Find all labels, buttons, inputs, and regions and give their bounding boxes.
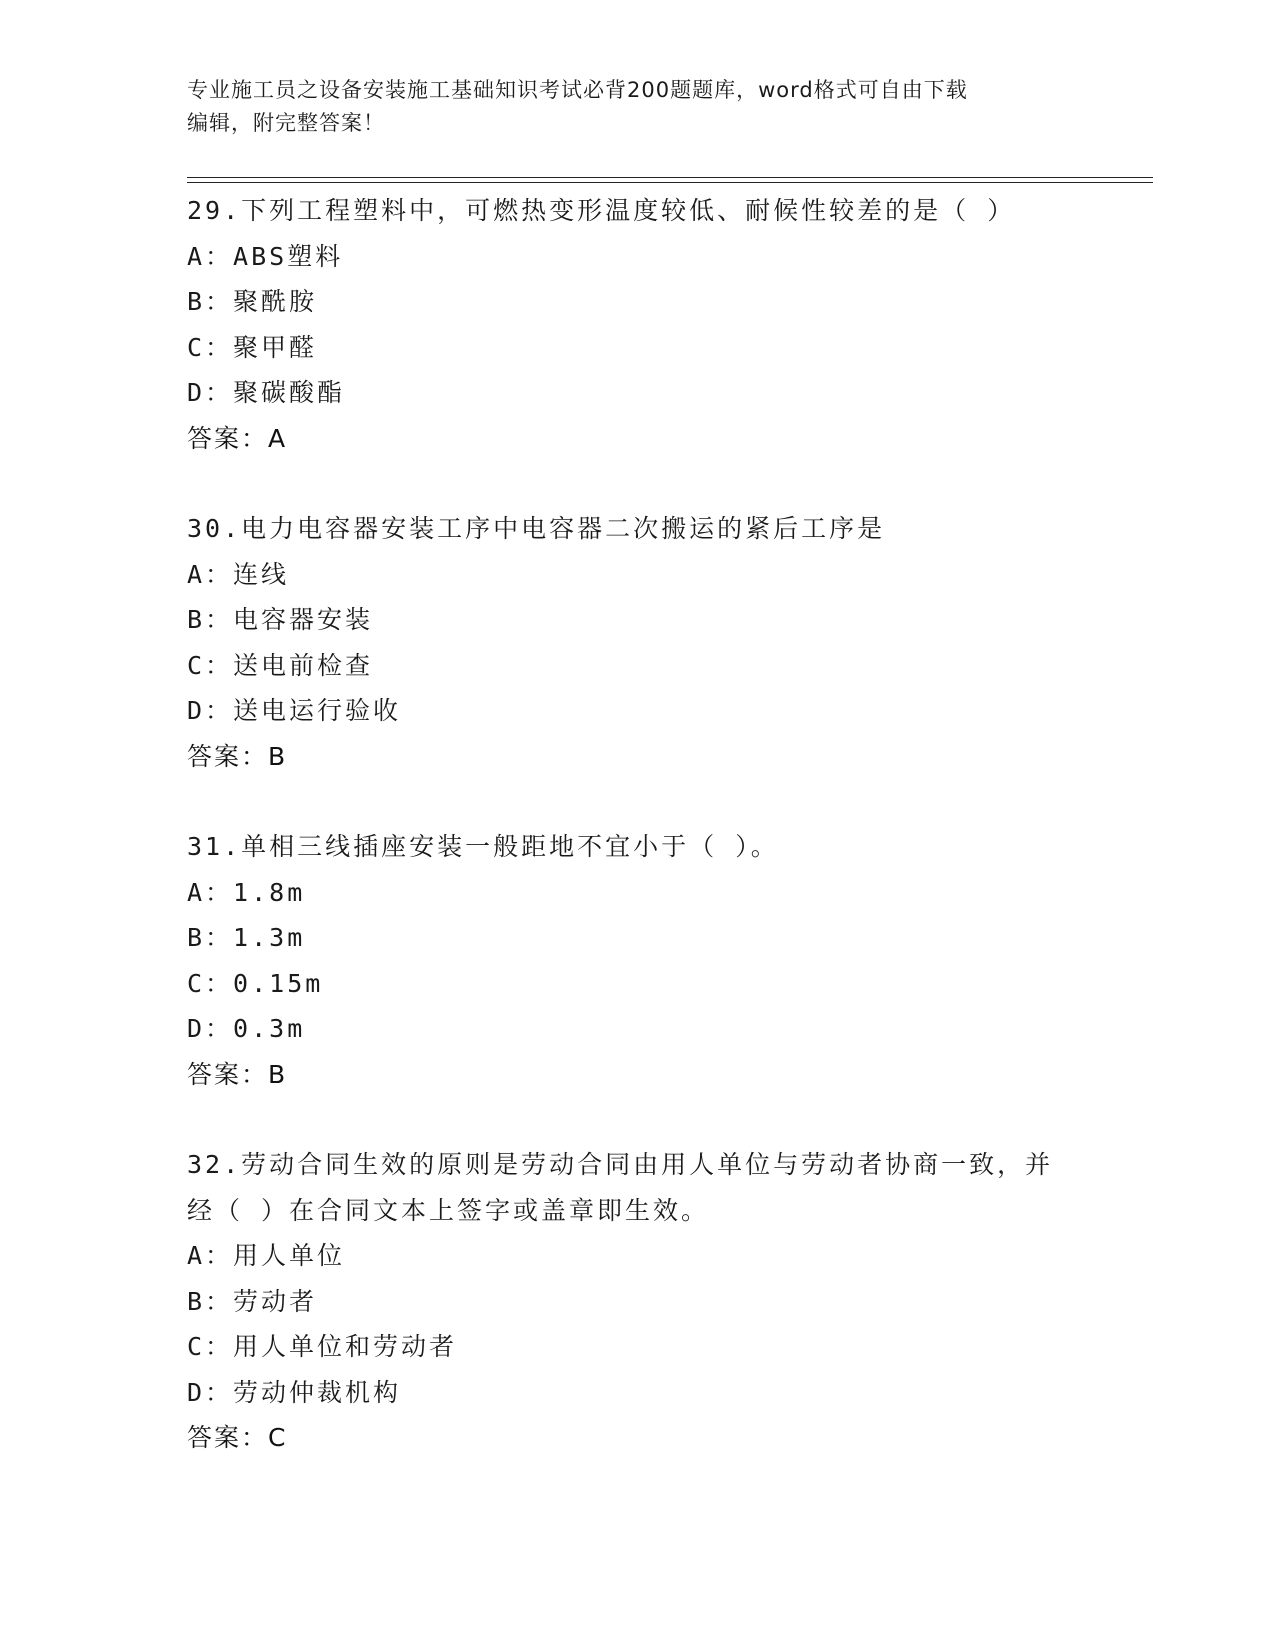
header-line-2: 编辑，附完整答案！: [187, 111, 385, 135]
option-d: D：聚碳酸酯: [187, 378, 346, 407]
option-c: C：聚甲醛: [187, 332, 318, 362]
header-line-1: 专业施工员之设备安装施工基础知识考试必背200题题库，word格式可自由下载: [187, 78, 968, 102]
question-31: [187, 824, 1087, 1097]
question-stem: 30.电力电容器安装工序中电容器二次搬运的紧后工序是: [187, 514, 886, 543]
option-b: B：劳动者: [187, 1286, 318, 1316]
option-c: C：0.15m: [187, 968, 324, 998]
answer-line: 答案：B: [187, 1059, 288, 1089]
option-a: A：连线: [187, 559, 290, 589]
question-stem-line-1: 32.劳动合同生效的原则是劳动合同由用人单位与劳动者协商一致，并: [187, 1150, 1054, 1179]
option-a: A：ABS塑料: [187, 241, 344, 271]
option-a: A：用人单位: [187, 1241, 346, 1270]
answer-line: 答案：B: [187, 741, 288, 771]
option-d: D：劳动仲裁机构: [187, 1377, 402, 1407]
question-stem: 29.下列工程塑料中，可燃热变形温度较低、耐候性较差的是（ ）: [187, 196, 1016, 225]
header-divider-top: [187, 177, 1153, 178]
option-b: B：1.3m: [187, 923, 306, 952]
option-b: B：电容器安装: [187, 605, 374, 634]
question-30: [187, 506, 1087, 779]
option-b: B：聚酰胺: [187, 287, 318, 316]
header-divider-bottom: [187, 182, 1153, 183]
option-d: D：0.3m: [187, 1014, 306, 1043]
option-c: C：送电前检查: [187, 650, 374, 680]
document-header: [187, 74, 1087, 140]
option-d: D：送电运行验收: [187, 696, 402, 725]
question-stem: 31.单相三线插座安装一般距地不宜小于（ ）。: [187, 832, 779, 861]
question-stem-line-2: 经（ ）在合同文本上签字或盖章即生效。: [187, 1195, 710, 1225]
option-a: A：1.8m: [187, 877, 306, 907]
question-29: [187, 188, 1087, 461]
answer-line: 答案：A: [187, 423, 288, 453]
answer-line: 答案：C: [187, 1423, 288, 1452]
option-c: C：用人单位和劳动者: [187, 1332, 458, 1361]
question-32: [187, 1142, 1087, 1461]
